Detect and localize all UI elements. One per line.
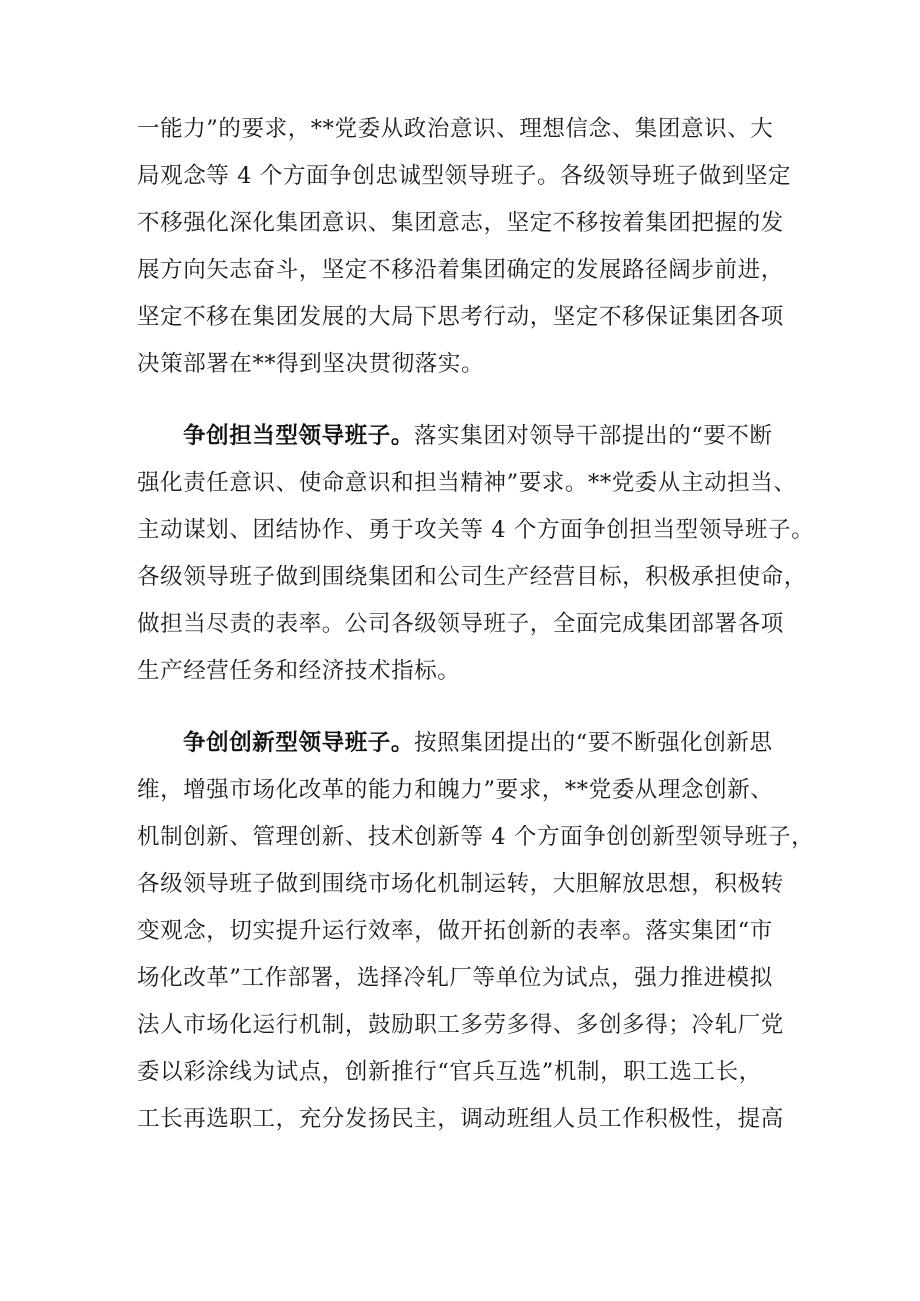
text-line: 决策部署在**得到坚决贯彻落实。 [137, 351, 485, 377]
text-line: 主动谋划、团结协作、勇于攻关等 4 个方面争创担当型领导班子。 [137, 517, 815, 543]
paragraph-loyal-team-continued [137, 0, 817, 1301]
text-line: 工长再选职工，充分发扬民主，调动班组人员工作积极性，提高 [137, 1106, 784, 1132]
text-line: 不移强化深化集团意识、集团意志，坚定不移按着集团把握的发 [137, 210, 784, 236]
text-line: 法人市场化运行机制，鼓励职工多劳多得、多创多得；冷轧厂党 [137, 1012, 784, 1038]
paragraph-responsible-team-first-line [183, 425, 773, 448]
text-line: 展方向矢志奋斗，坚定不移沿着集团确定的发展路径阔步前进， [137, 257, 784, 283]
text-line: 局观念等 4 个方面争创忠诚型领导班子。各级领导班子做到坚定 [137, 163, 792, 189]
text-line: 强化责任意识、使命意识和担当精神”要求。**党委从主动担当、 [137, 470, 797, 496]
text-line: 机制创新、管理创新、技术创新等 4 个方面争创创新型领导班子， [137, 824, 815, 850]
paragraph-innovative-team-first-line [183, 732, 773, 755]
text-line: 生产经营任务和经济技术指标。 [137, 658, 461, 684]
text-line: 各级领导班子做到围绕集团和公司生产经营目标，积极承担使命， [137, 564, 807, 590]
text-line: 各级领导班子做到围绕市场化机制运转，大胆解放思想，积极转 [137, 871, 784, 897]
text-line: 场化改革”工作部署，选择冷轧厂等单位为试点，强力推进模拟 [137, 965, 773, 991]
section-heading: 争创担当型领导班子。 [183, 423, 415, 449]
text-line: 做担当尽责的表率。公司各级领导班子，全面完成集团部署各项 [137, 611, 784, 637]
section-heading: 争创创新型领导班子。 [183, 730, 415, 756]
text-span: 按照集团提出的“要不断强化创新思 [414, 730, 773, 756]
text-span: 落实集团对领导干部提出的“要不断 [414, 423, 773, 449]
text-line: 委以彩涂线为试点，创新推行“官兵互选”机制，职工选工长， [137, 1059, 762, 1085]
text-line: 维，增强市场化改革的能力和魄力”要求，**党委从理念创新、 [137, 777, 774, 803]
text-line: 坚定不移在集团发展的大局下思考行动，坚定不移保证集团各项 [137, 304, 784, 330]
text-line: 一能力”的要求，**党委从政治意识、理想信念、集团意识、大 [137, 116, 774, 142]
text-line: 变观念，切实提升运行效率，做开拓创新的表率。落实集团“市 [137, 918, 773, 944]
